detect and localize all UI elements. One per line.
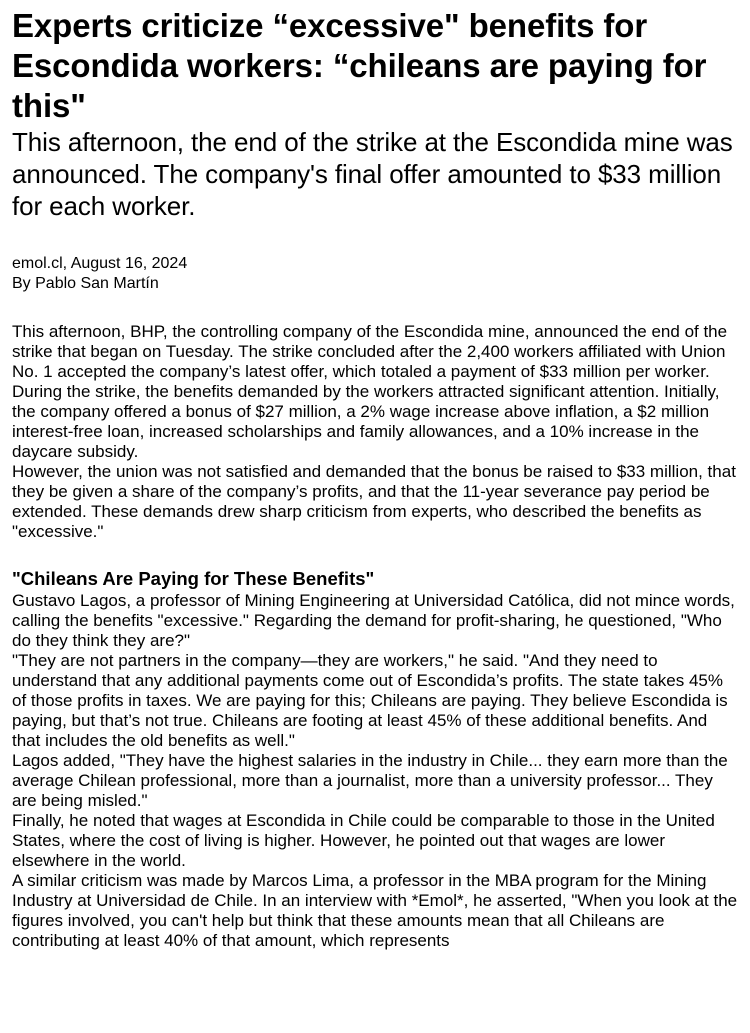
section-heading: "Chileans Are Paying for These Benefits" [12, 568, 375, 589]
byline: By Pablo San Martín [12, 275, 159, 292]
article-subtitle: This afternoon, the end of the strike at the Escondida mine was announced. The company's final offer amounted to $33 million for each worker. [12, 127, 733, 221]
paragraph: A similar criticism was made by Marcos Lima, a professor in the MBA program for the Mining Industry at Universidad de Chile. In an interview with *Emol*, he asserted, "When you look at the figures involved, you can't help but think that these amounts mean that all Chileans are contributing at least 40% of that amount, which represents [12, 871, 738, 950]
source-date: emol.cl, August 16, 2024 [12, 255, 188, 272]
paragraph: However, the union was not satisfied and demanded that the bonus be raised to $33 million, that they be given a share of the company’s profits, and that the 11-year severance pay period be extended. These demands drew sharp criticism from experts, who described the benefits as "excessive." [12, 462, 736, 541]
article-title: Experts criticize “excessive" benefits for Escondida workers: “chileans are paying for this" [12, 7, 707, 124]
paragraph: "They are not partners in the company—they are workers," he said. "And they need to understand that any additional payments come out of Escondida’s profits. The state takes 45% of those profits in taxes. We are paying for this; Chileans are paying. They believe Escondida is paying, but that’s not true. Chileans are footing at least 45% of these additional benefits. And that includes the old benefits as well." [12, 651, 728, 750]
paragraph: During the strike, the benefits demanded by the workers attracted significant attention. Initially, the company offered a bonus of $27 million, a 2% wage increase above inflation, a $2 million interest-free loan, increased scholarships and family allowances, and a 10% increase in the daycare subsidy. [12, 382, 720, 461]
article-section [12, 568, 738, 951]
paragraph: Gustavo Lagos, a professor of Mining Engineering at Universidad Católica, did not mince words, calling the benefits "excessive." Regarding the demand for profit-sharing, he questioned, "Who do they think they are?" [12, 591, 735, 650]
paragraph: This afternoon, BHP, the controlling company of the Escondida mine, announced the end of the strike that began on Tuesday. The strike concluded after the 2,400 workers affiliated with Union No. 1 accepted the company’s latest offer, which totaled a payment of $33 million per worker. [12, 322, 728, 381]
paragraph: Lagos added, "They have the highest salaries in the industry in Chile... they earn more than the average Chilean professional, more than a journalist, more than a university professor... They are being misled." [12, 751, 728, 810]
paragraph: Finally, he noted that wages at Escondida in Chile could be comparable to those in the United States, where the cost of living is higher. However, he pointed out that wages are lower elsewhere in the world. [12, 811, 715, 870]
article-meta [12, 254, 738, 294]
article-intro [12, 322, 738, 542]
